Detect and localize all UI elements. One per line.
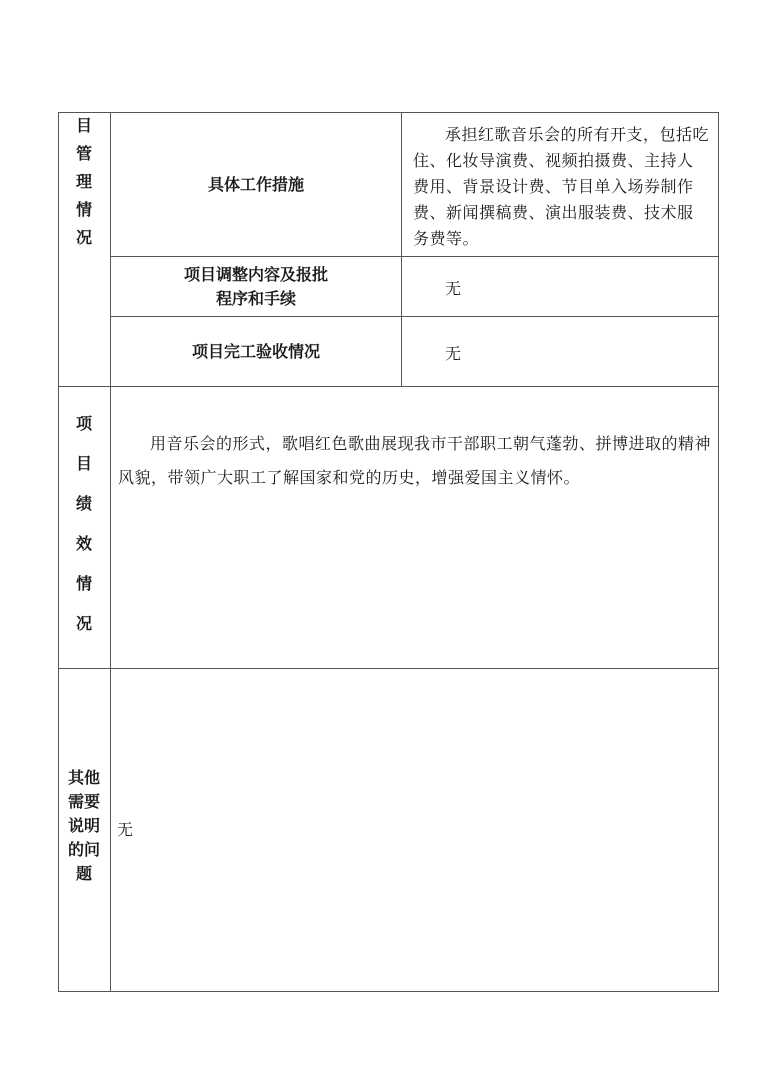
label-char: 情 <box>75 200 92 219</box>
label-char: 情 <box>75 574 92 593</box>
adjustment-label <box>111 257 401 316</box>
label-char: 效 <box>75 534 92 553</box>
label-char: 理 <box>75 172 92 191</box>
adjustment-label-line2: 程序和手续 <box>215 288 296 308</box>
table-bottom-border <box>58 991 719 992</box>
label-char: 绩 <box>75 494 92 513</box>
label-char: 况 <box>75 228 92 247</box>
work-measures-label <box>111 113 401 256</box>
label-line: 题 <box>75 864 92 883</box>
value-column-divider <box>401 112 402 386</box>
label-line: 其他 <box>67 768 100 787</box>
table-right-border <box>718 112 719 992</box>
label-char: 项 <box>75 414 92 433</box>
adjustment-label-line1: 项目调整内容及报批 <box>183 264 328 284</box>
label-char: 况 <box>75 614 92 633</box>
performance-content: 用音乐会的形式，歌唱红色歌曲展现我市干部职工朝气蓬勃、拼博进取的精神风貌，带领广大职工了解国家和党的历史，增强爱国主义情怀。 <box>118 434 712 487</box>
label-line: 需要 <box>67 792 100 811</box>
adjustment-value: 无 <box>445 279 462 298</box>
other-issues-value: 无 <box>117 820 134 839</box>
label-char: 目 <box>75 116 92 135</box>
acceptance-value: 无 <box>445 344 462 363</box>
label-char: 目 <box>75 454 92 473</box>
label-char: 管 <box>75 144 92 163</box>
label-line: 的问 <box>67 840 100 859</box>
project-management-label <box>58 118 110 246</box>
acceptance-label-text: 项目完工验收情况 <box>191 341 320 361</box>
label-line: 说明 <box>67 816 100 835</box>
other-issues-label <box>58 770 110 882</box>
work-measures-value: 承担红歌音乐会的所有开支，包括吃住、化妆导演费、视频拍摄费、主持人费用、背景设计费、节目单入场券制作费、新闻撰稿费、演出服装费、技术服务费等。 <box>413 125 710 248</box>
work-measures-label-text: 具体工作措施 <box>207 174 304 194</box>
performance-label <box>58 416 110 632</box>
section-divider-1 <box>58 386 719 387</box>
section-divider-2 <box>58 668 719 669</box>
acceptance-label <box>111 317 401 386</box>
